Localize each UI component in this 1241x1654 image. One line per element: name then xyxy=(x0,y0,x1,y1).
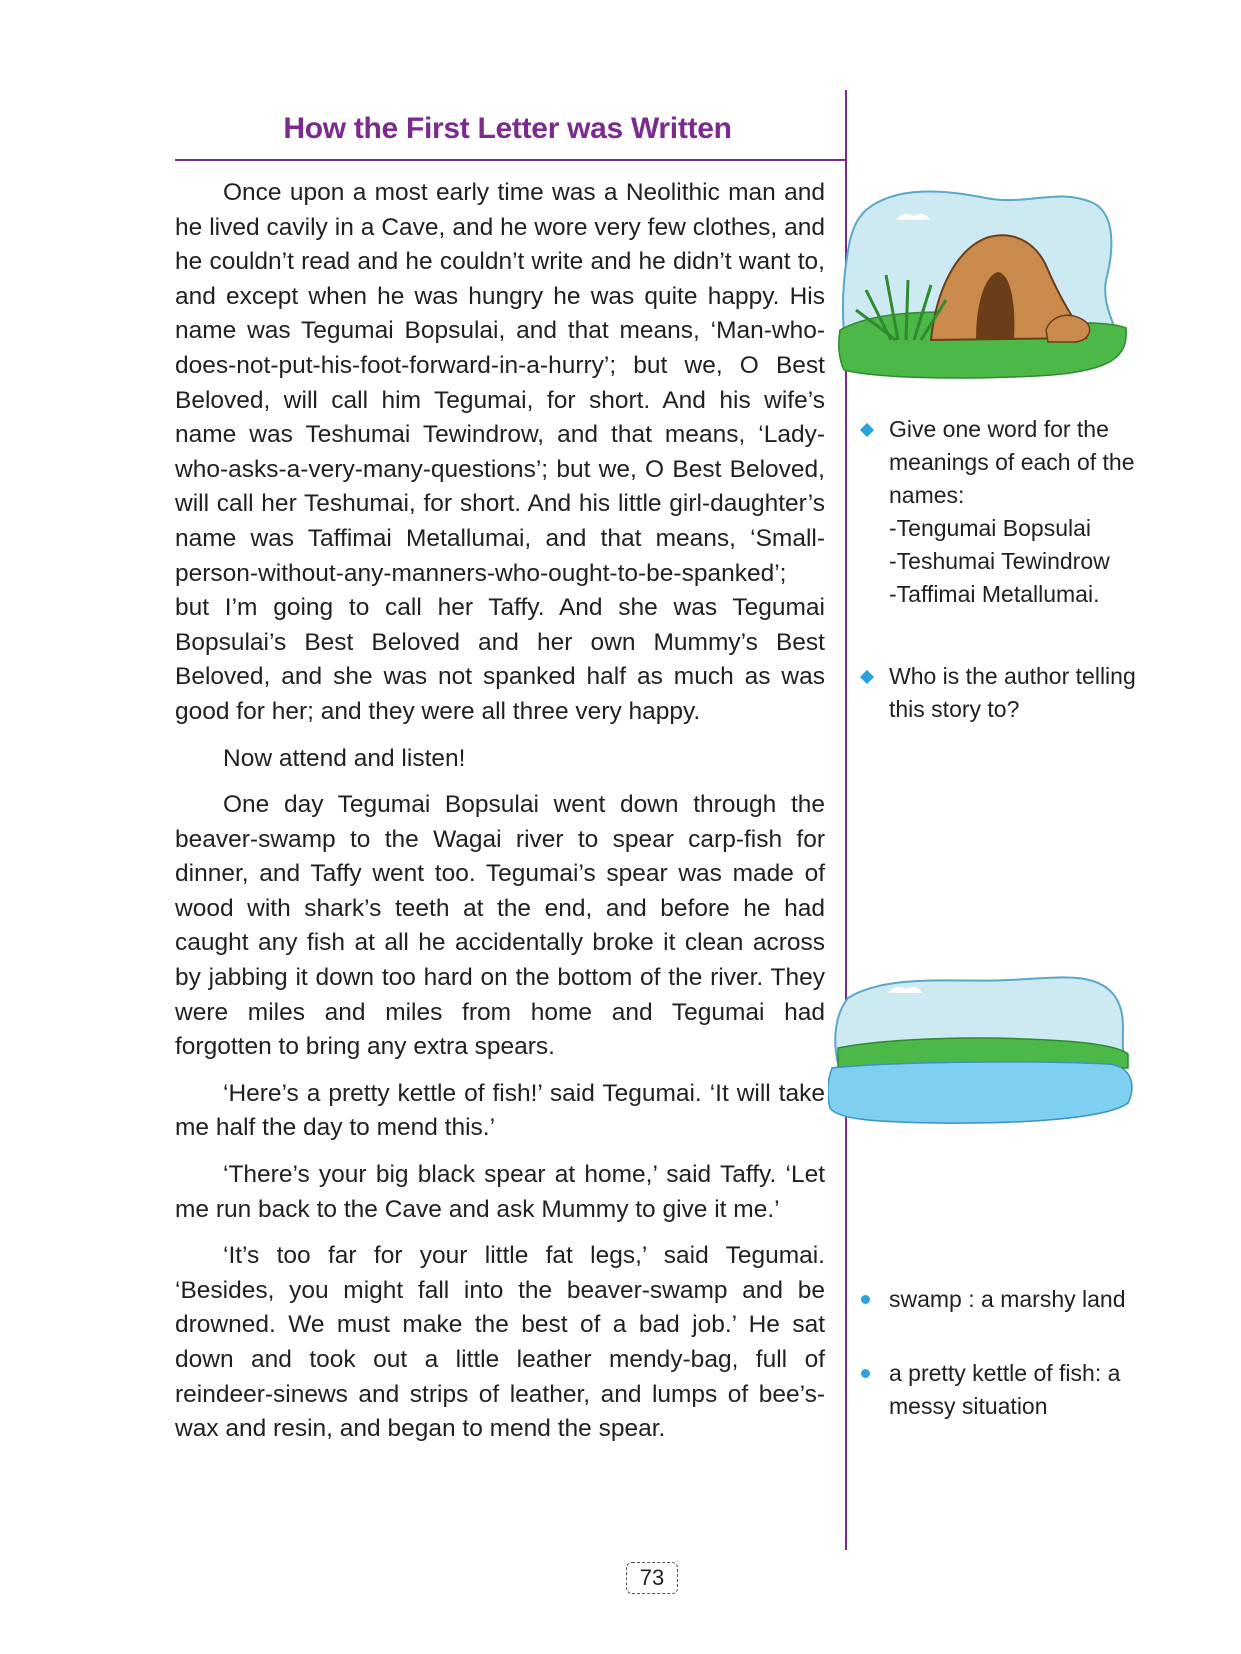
story-body xyxy=(175,176,825,1459)
diamond-bullet-icon xyxy=(860,423,874,437)
glossary-kettle xyxy=(858,1357,1148,1423)
dot-bullet-icon xyxy=(861,1369,870,1378)
story-paragraph: Once upon a most early time was a Neolithic man and he lived cavily in a Cave, and he wore very few clothes, and he couldn’t read and he couldn’t write and he didn’t want to, and except when he was hungry he was quite happy. His name was Tegumai Bopsulai, and that means, ‘Man-who-does-not-put-his-foot-forward-in-a-hurry’; but we, O Best Beloved, will call him Tegumai, for short. And his wife’s name was Teshumai Tewindrow, and that means, ‘Lady-who-asks-a-very-many-questions’; but we, O Best Beloved, will call her Teshumai, for short. And his little girl-daughter’s name was Taffimai Metallumai, and that means, ‘Small-person-without-any-manners-who-ought-to-be-spanked’; but I’m going to call her Taffy. And she was Tegumai Bopsulai’s Best Beloved and her own Mummy’s Best Beloved, and she was not spanked half as much as was good for her; and they were all three very happy. xyxy=(175,179,825,725)
page-title: How the First Letter was Written xyxy=(283,112,732,145)
title-underline xyxy=(175,159,845,161)
cave-illustration xyxy=(836,180,1131,380)
question-names xyxy=(858,413,1148,611)
story-paragraph: ‘It’s too far for your little fat legs,’ said Tegumai. ‘Besides, you might fall into the beaver-swamp and be drowned. We must make the best of a bad job.’ He sat down and took out a little leather mendy-bag, full of reindeer-sinews and strips of leather, and lumps of bee’s-wax and resin, and began to mend the spear. xyxy=(175,1242,825,1443)
name-item: -Taffimai Metallumai. xyxy=(889,581,1100,607)
page-number: 73 xyxy=(626,1562,678,1594)
name-item: -Tengumai Bopsulai xyxy=(889,515,1092,541)
dot-bullet-icon xyxy=(861,1295,870,1304)
glossary-swamp xyxy=(858,1283,1148,1316)
question-text: Give one word for the meanings of each of the names: xyxy=(889,416,1135,508)
diamond-bullet-icon xyxy=(860,670,874,684)
question-audience xyxy=(858,660,1148,726)
river-illustration xyxy=(828,968,1138,1128)
story-paragraph: One day Tegumai Bopsulai went down through the beaver-swamp to the Wagai river to spear carp-fish for dinner, and Taffy went too. Tegumai’s spear was made of wood with shark’s teeth at the end, and before he had caught any fish at all he accidentally broke it clean across by jabbing it down too hard on the bottom of the river. They were miles and miles from home and Tegumai had forgotten to bring any extra spears. xyxy=(175,791,825,1061)
glossary-entry: swamp : a marshy land xyxy=(889,1286,1126,1312)
question-text: Who is the author telling this story to? xyxy=(889,663,1136,722)
story-paragraph: ‘There’s your big black spear at home,’ said Taffy. ‘Let me run back to the Cave and ask Mummy to give it me.’ xyxy=(175,1161,825,1223)
name-item: -Teshumai Tewindrow xyxy=(889,548,1110,574)
story-paragraph: Now attend and listen! xyxy=(223,744,466,772)
glossary-entry: a pretty kettle of fish: a messy situation xyxy=(889,1360,1121,1419)
story-paragraph: ‘Here’s a pretty kettle of fish!’ said Tegumai. ‘It will take me half the day to mend this.’ xyxy=(175,1079,825,1142)
